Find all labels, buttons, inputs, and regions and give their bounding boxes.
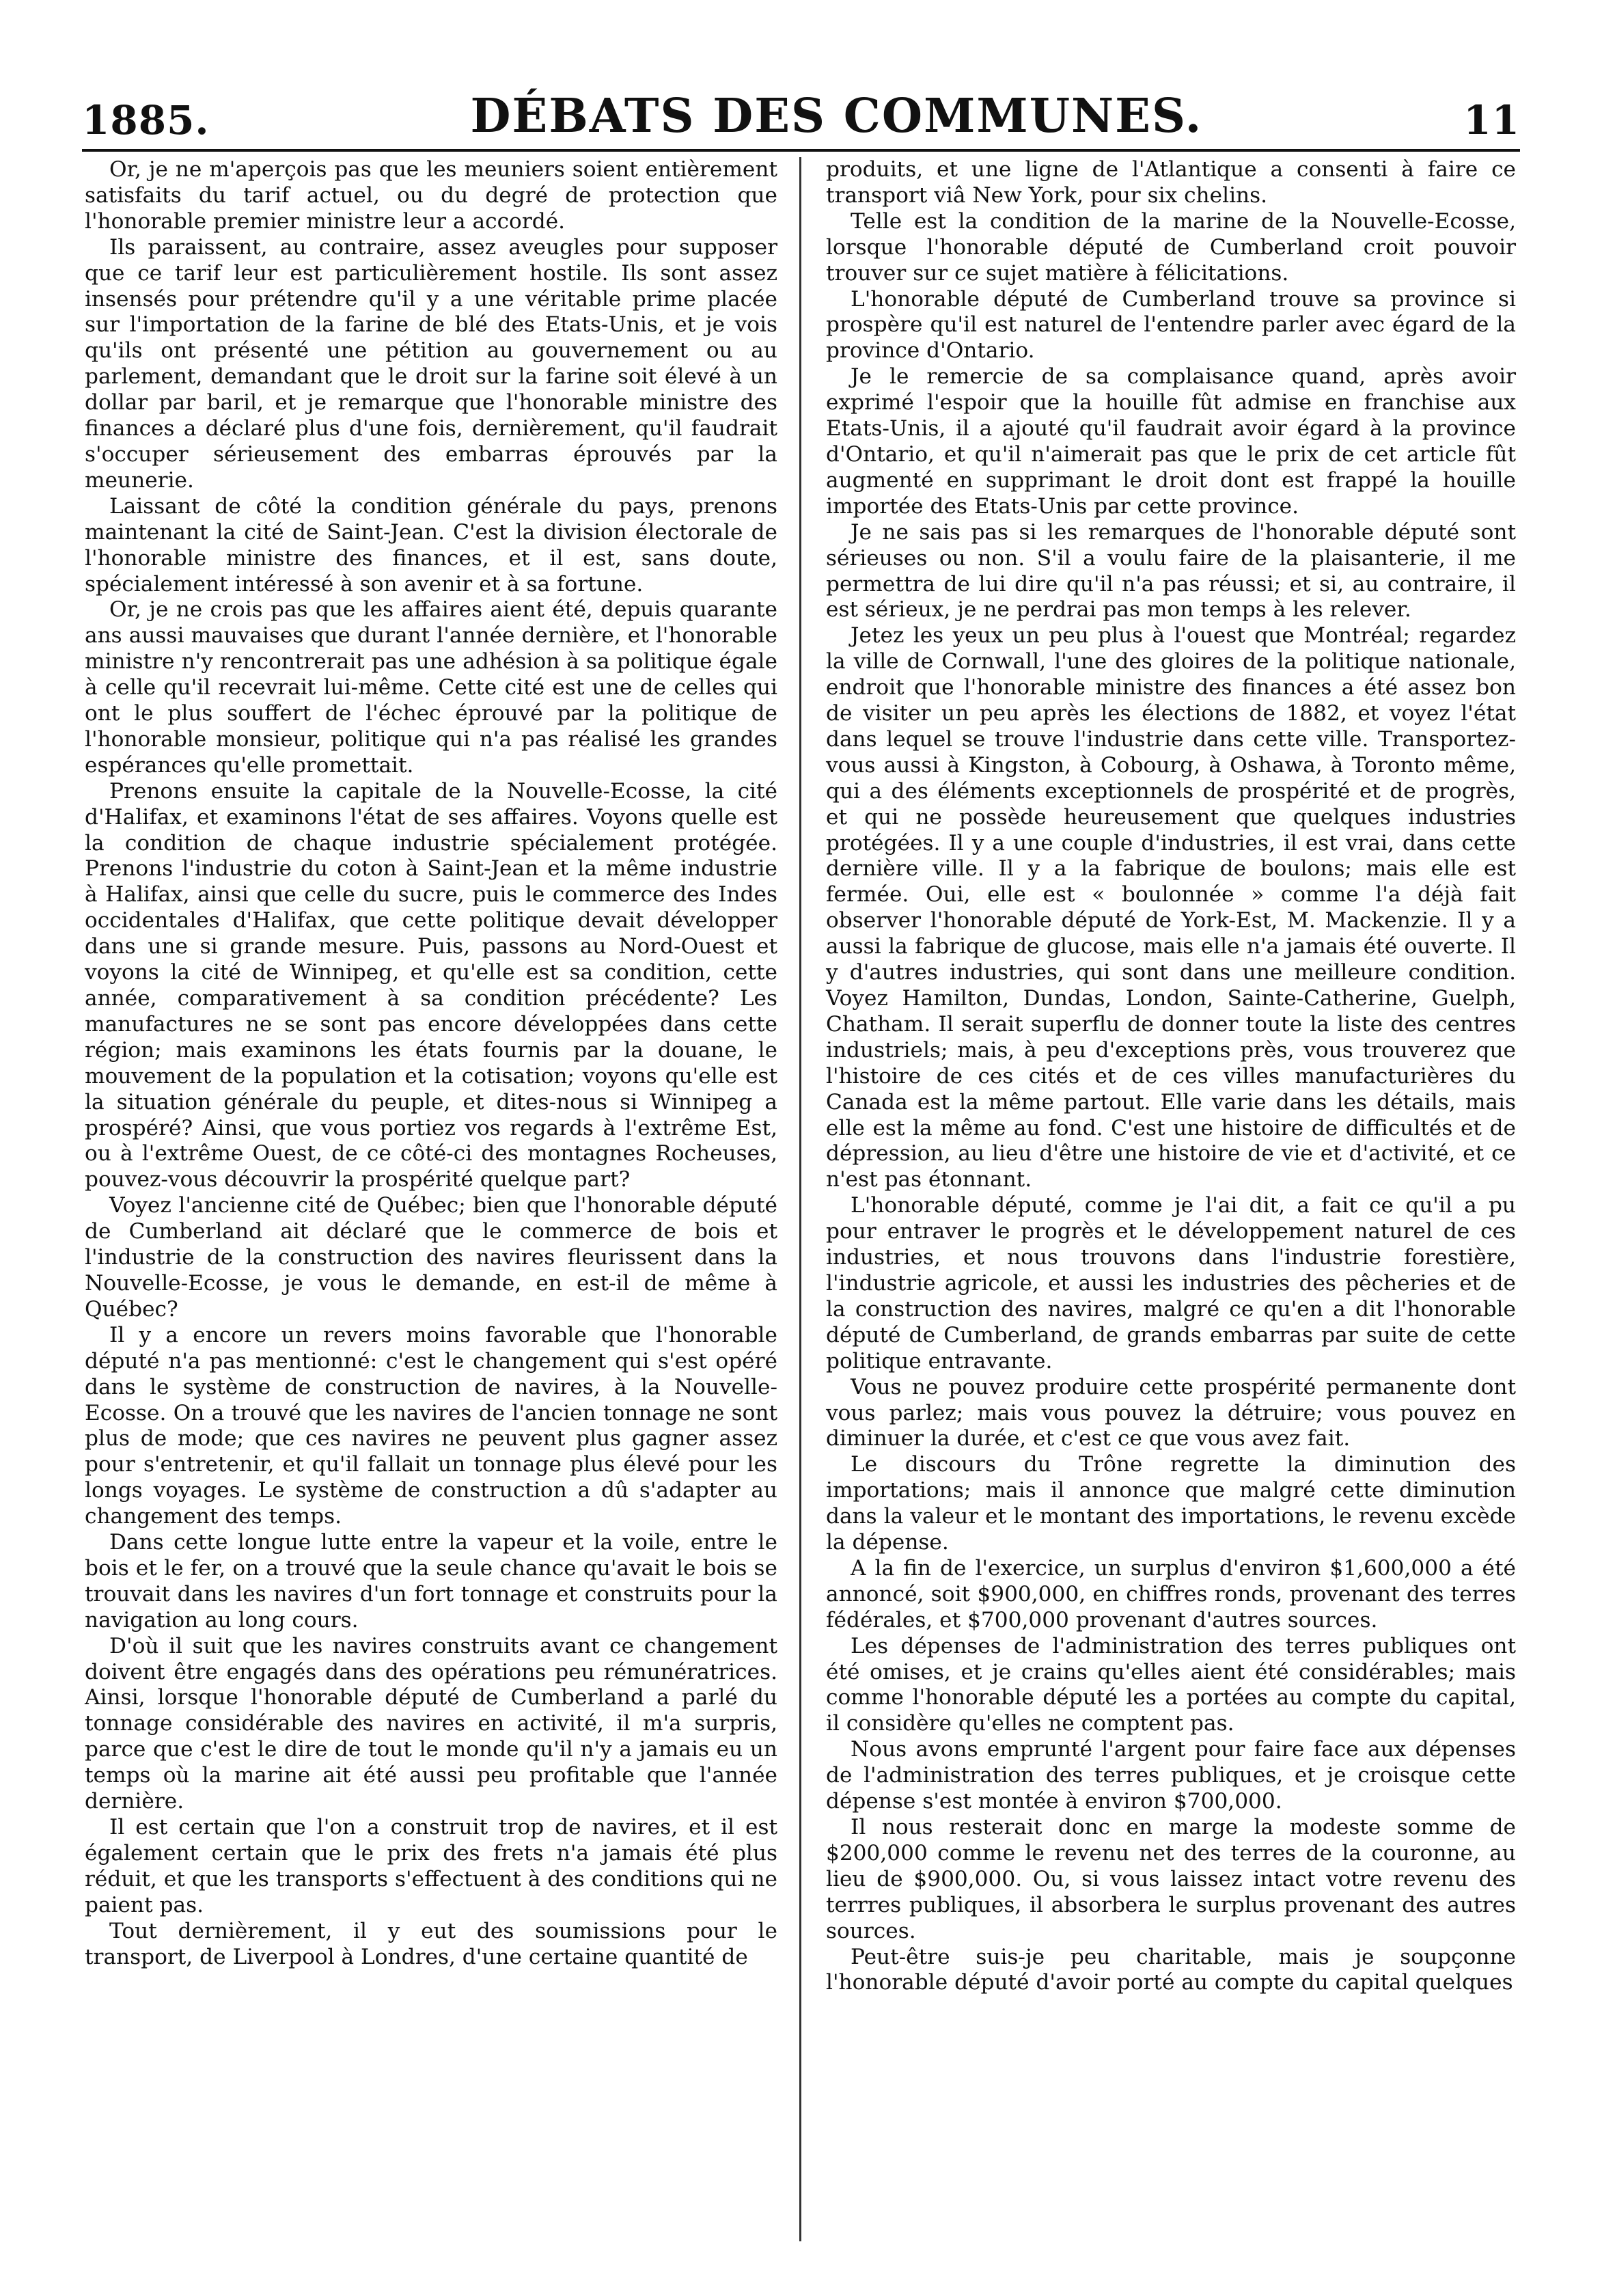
paragraph: L'honorable député, comme je l'ai dit, a fait ce qu'il a pu pour entraver le progrès et le développement naturel de ces industries, et nous trouvons dans l'industrie forestière, l'industrie agricole, et aussi les industries des pêcheries et de la construction des navires, malgré ce qu'en a dit l'honorable député de Cumberland, de grands embarras par suite de cette politique entravante. — [826, 1193, 1516, 1374]
left-column — [82, 157, 790, 2241]
header-rule — [82, 149, 1520, 152]
paragraph: Or, je ne crois pas que les affaires aient été, depuis quarante ans aussi mauvaises que durant l'année dernière, et l'honorable ministre n'y rencontrerait pas une adhésion à sa politique égale à celle qu'il recevrait lui-même. Cette cité est une de celles qui ont le plus souffert de l'échec éprouvé par la politique de l'honorable monsieur, politique qui n'a pas réalisé les grandes espérances qu'elle promettait. — [85, 597, 777, 778]
paragraph: Dans cette longue lutte entre la vapeur et la voile, entre le bois et le fer, on a trouvé que la seule chance qu'avait le bois se trouvait dans les navires d'un fort tonnage et construits pour la navigation au long cours. — [85, 1530, 777, 1632]
paragraph: Je le remercie de sa complaisance quand, après avoir exprimé l'espoir que la houille fût admise en franchise aux Etats-Unis, il a ajouté qu'il faudrait avoir égard à la province d'Ontario, et qu'il n'aimerait pas que le prix de cet article fût augmenté en supprimant le droit dont est frappé la houille importée des Etats-Unis par cette province. — [826, 364, 1516, 519]
paragraph: Les dépenses de l'administration des terres publiques ont été omises, et je crains qu'elles aient été considérables; mais comme l'honorable député les a portées au compte du capital, il considère qu'elles ne comptent pas. — [826, 1633, 1516, 1736]
paragraph: Voyez l'ancienne cité de Québec; bien que l'honorable député de Cumberland ait déclaré que le commerce de bois et l'industrie de la construction des navires fleurissent dans la Nouvelle-Ecosse, je vous le demande, en est-il de même à Québec? — [85, 1193, 777, 1322]
header-title: DÉBATS DES COMMUNES. — [470, 89, 1203, 144]
paragraph: Le discours du Trône regrette la diminution des importations; mais il annonce que malgré cette diminution dans la valeur et le montant des importations, le revenu excède la dépense. — [826, 1452, 1516, 1555]
paragraph: Or, je ne m'aperçois pas que les meuniers soient entièrement satisfaits du tarif actuel, ou du degré de protection que l'honorable premier ministre leur a accordé. — [85, 157, 777, 234]
paragraph: Jetez les yeux un peu plus à l'ouest que Montréal; regardez la ville de Cornwall, l'une des gloires de la politique nationale, endroit que l'honorable ministre des finances a été assez bon de visiter un peu après les élections de 1882, et voyez l'état dans lequel se trouve l'industrie dans cette ville. Transportez-vous aussi à Kingston, à Cobourg, à Oshawa, à Toronto même, qui a des éléments exceptionnels de prospérité et de progrès, et qui ne possède heureusement que quelques industries protégées. Il y a une couple d'industries, il est vrai, dans cette dernière ville. Il y a la fabrique de boulons; mais elle est fermée. Oui, elle est « boulonnée » comme l'a déjà fait observer l'honorable député de York-Est, M. Mackenzie. Il y a aussi la fabrique de glucose, mais elle n'a jamais été ouverte. Il y d'autres industries, qui sont dans une meilleure condition. Voyez Hamilton, Dundas, London, Sainte-Catherine, Guelph, Chatham. Il serait superflu de donner toute la liste des centres industriels; mais, à peu d'exceptions près, vous trouverez que l'histoire de ces cités et de ces villes manufacturières du Canada est la même partout. Elle varie dans les détails, mais elle est la même au fond. C'est une histoire de difficultés et de dépression, au lieu d'être une histoire de vie et d'activité, et ce n'est pas étonnant. — [826, 623, 1516, 1192]
paragraph: Peut-être suis-je peu charitable, mais je soupçonne l'honorable député d'avoir porté au compte du capital quelques — [826, 1944, 1516, 1995]
paragraph: Nous avons emprunté l'argent pour faire face aux dépenses de l'administration des terres publiques, et je croisque cette dépense s'est montée à environ $700,000. — [826, 1737, 1516, 1814]
paragraph: Tout dernièrement, il y eut des soumissions pour le transport, de Liverpool à Londres, d'une certaine quantité de — [85, 1918, 777, 1969]
right-column — [811, 157, 1519, 2241]
paragraph: Ils paraissent, au contraire, assez aveugles pour supposer que ce tarif leur est particulièrement hostile. Ils sont assez insensés pour prétendre qu'il y a une véritable prime placée sur l'importation de la farine de blé des Etats-Unis, et je vois qu'ils ont présenté une pétition au gouvernement ou au parlement, demandant que le droit sur la farine soit élevé à un dollar par baril, et je remarque que l'honorable ministre des finances a déclaré plus d'une fois, dernièrement, qu'il faudrait s'occuper sérieusement des embarras éprouvés par la meunerie. — [85, 234, 777, 493]
paragraph: Telle est la condition de la marine de la Nouvelle-Ecosse, lorsque l'honorable député de Cumberland croit pouvoir trouver sur ce sujet matière à félicitations. — [826, 208, 1516, 286]
paragraph: Laissant de côté la condition générale du pays, prenons maintenant la cité de Saint-Jean. C'est la division électorale de l'honorable ministre des finances, et il est, sans doute, spécialement intéressé à son avenir et à sa fortune. — [85, 493, 777, 597]
page-header — [82, 82, 1520, 144]
page-number: 11 — [1463, 97, 1520, 144]
paragraph: Il est certain que l'on a construit trop de navires, et il est également certain que le prix des frets n'a jamais été plus réduit, et que les transports s'effectuent à des conditions qui ne paient pas. — [85, 1815, 777, 1917]
paragraph: Je ne sais pas si les remarques de l'honorable député sont sérieuses ou non. S'il a voulu faire de la plaisanterie, il me permettra de lui dire qu'il n'a pas réussi; et si, au contraire, il est sérieux, je ne perdrai pas mon temps à les relever. — [826, 519, 1516, 623]
paragraph: Il y a encore un revers moins favorable que l'honorable député n'a pas mentionné: c'est le changement qui s'est opéré dans le système de construction de navires, à la Nouvelle-Ecosse. On a trouvé que les navires de l'ancien tonnage ne sont plus de mode; que ces navires ne peuvent plus gagner assez pour s'entretenir, et qu'il fallait un tonnage plus élevé pour les longs voyages. Le système de construction a dû s'adapter au changement des temps. — [85, 1322, 777, 1529]
paragraph: A la fin de l'exercice, un surplus d'environ $1,600,000 a été annoncé, soit $900,000, en chiffres ronds, provenant des terres fédérales, et $700,000 provenant d'autres sources. — [826, 1555, 1516, 1632]
paragraph: D'où il suit que les navires construits avant ce changement doivent être engagés dans des opérations peu rémunératrices. Ainsi, lorsque l'honorable député de Cumberland a parlé du tonnage considérable des navires en activité, il m'a surpris, parce que c'est le dire de tout le monde qu'il n'y a jamais eu un temps où la marine ait été aussi peu profitable que l'année dernière. — [85, 1633, 777, 1814]
paragraph: produits, et une ligne de l'Atlantique a consenti à faire ce transport viâ New York, pour six chelins. — [826, 157, 1516, 208]
column-divider — [799, 157, 801, 2241]
paragraph: L'honorable député de Cumberland trouve sa province si prospère qu'il est naturel de l'entendre parler avec égard de la province d'Ontario. — [826, 286, 1516, 364]
paragraph: Vous ne pouvez produire cette prospérité permanente dont vous parlez; mais vous pouvez la détruire; vous pouvez en diminuer la durée, et c'est ce que vous avez fait. — [826, 1374, 1516, 1451]
paragraph: Il nous resterait donc en marge la modeste somme de $200,000 comme le revenu net des terres de la couronne, au lieu de $900,000. Ou, si vous laissez intact votre revenu des terrres publiques, il absorbera le surplus provenant des autres sources. — [826, 1815, 1516, 1943]
header-year: 1885. — [82, 97, 210, 144]
columns — [82, 157, 1520, 2241]
paragraph: Prenons ensuite la capitale de la Nouvelle-Ecosse, la cité d'Halifax, et examinons l'état de ses affaires. Voyons quelle est la condition de chaque industrie spécialement protégée. Prenons l'industrie du coton à Saint-Jean et la même industrie à Halifax, ainsi que celle du sucre, puis le commerce des Indes occidentales d'Halifax, que cette politique devait développer dans une si grande mesure. Puis, passons au Nord-Ouest et voyons la cité de Winnipeg, et qu'elle est sa condition, cette année, comparativement à sa condition précédente? Les manufactures ne se sont pas encore développées dans cette région; mais examinons les états fournis par la douane, le mouvement de la population et la cotisation; voyons qu'elle est la situation générale du peuple, et dites-nous si Winnipeg a prospéré? Ainsi, que vous portiez vos regards à l'extrême Est, ou à l'extrême Ouest, de ce côté-ci des montagnes Rocheuses, pouvez-vous découvrir la prospérité quelque part? — [85, 778, 777, 1192]
